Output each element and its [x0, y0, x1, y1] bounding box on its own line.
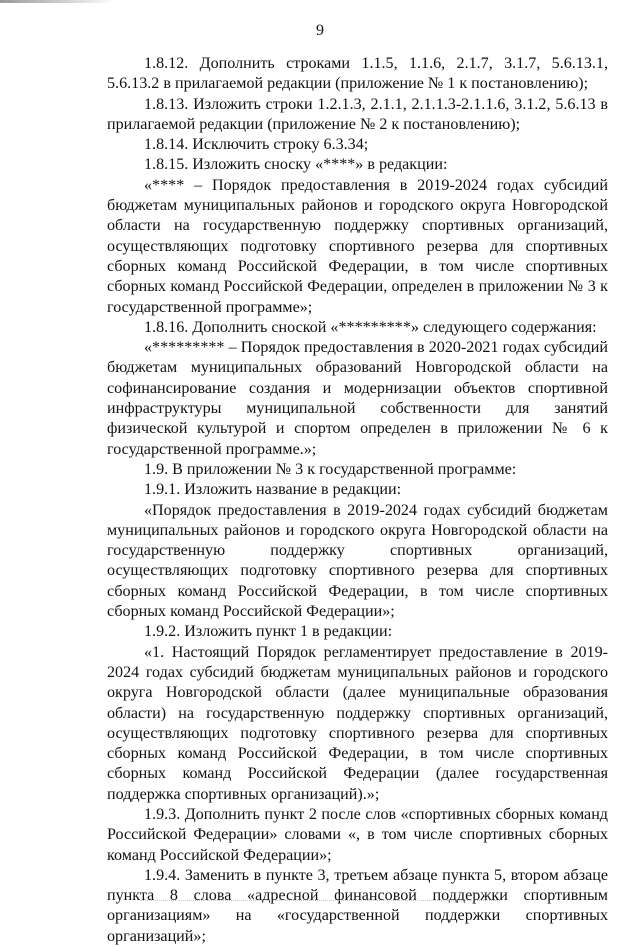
bottom-scan-trace: [140, 900, 500, 902]
document-body: [107, 54, 608, 947]
footnote-4-stars-text: «**** – Порядок предоставления в 2019-2024 годах субсидий бюджетам муниципальных районов и городского округа Новгородской области на государственную поддержку спортивных организаций, осуществляющих подготовку спортивного резерва для спортивных сборных команд Российской Федерации, в том числе спортивных сборных команд Российской Федерации, определен в приложении № 3 к государственной программе»;: [107, 176, 608, 316]
paragraph-1-9-2: 1.9.2. Изложить пункт 1 в редакции:: [144, 623, 393, 641]
paragraph-1-8-12: 1.8.12. Дополнить строками 1.1.5, 1.1.6, 2.1.7, 3.1.7, 5.6.13.1, 5.6.13.2 в прилагаемой редакции (приложение № 1 к постановлению);: [107, 55, 608, 93]
paragraph-1-9-1: 1.9.1. Изложить название в редакции:: [144, 481, 402, 499]
paragraph-1-9: 1.9. В приложении № 3 к государственной программе:: [144, 460, 517, 478]
point-1-text: «1. Настоящий Порядок регламентирует предоставление в 2019-2024 годах субсидий бюджетам муниципальных районов и городского округа Новгородской области (далее муниципальные образования области) на государственную поддержку спортивных организаций, осуществляющих подготовку спортивного резерва для спортивных сборных команд Российской Федерации, в том числе спортивных сборных команд Российской Федерации (далее государственная поддержка спортивных организаций).»;: [107, 643, 608, 803]
paragraph-1-8-13: 1.8.13. Изложить строки 1.2.1.3, 2.1.1, 2.1.1.3-2.1.1.6, 3.1.2, 5.6.13 в прилагаемой редакции (приложение № 2 к постановлению);: [107, 95, 608, 133]
footnote-9-stars-text: «********* – Порядок предоставления в 2020-2021 годах субсидий бюджетам муниципальных образований Новгородской области на софинансирование создания и модернизации объектов спортивной инфраструктуры муниципальной собственности для занятий физической культурой и спортом определен в приложении № 6 к государственной программе.»;: [107, 339, 608, 458]
paragraph-1-9-4: 1.9.4. Заменить в пункте 3, третьем абзаце пункта 5, втором абзаце пункта 8 слова «адресной финансовой поддержки спортивным организациям» на «государственной поддержки спортивных организаций»;: [107, 866, 608, 945]
page-number: 9: [316, 22, 324, 39]
paragraph-1-8-15: 1.8.15. Изложить сноску «****» в редакции:: [144, 156, 448, 174]
paragraph-1-8-14: 1.8.14. Исключить строку 6.3.34;: [144, 136, 369, 154]
scan-edge-artifact: [0, 0, 640, 3]
paragraph-1-8-16: 1.8.16. Дополнить сноской «*********» следующего содержания:: [144, 318, 597, 336]
paragraph-1-9-3: 1.9.3. Дополнить пункт 2 после слов «спортивных сборных команд Российской Федерации» словами «, в том числе спортивных сборных команд Российской Федерации»;: [107, 805, 608, 864]
procedure-title-text: «Порядок предоставления в 2019-2024 годах субсидий бюджетам муниципальных районов и городского округа Новгородской области на государственную поддержку спортивных организаций, осуществляющих подготовку спортивного резерва для спортивных сборных команд Российской Федерации, в том числе спортивных сборных команд Российской Федерации»;: [107, 501, 608, 621]
